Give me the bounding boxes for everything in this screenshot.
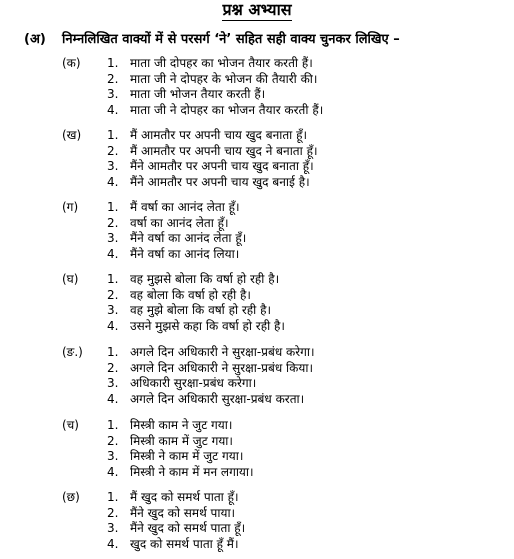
option-text: मिस्त्री ने काम में जुट गया। [130, 449, 244, 464]
option-number: 2. [107, 215, 119, 230]
question-label: (ग) [62, 200, 79, 214]
option-text: मैंने खुद को समर्थ पाता हूँ। [130, 521, 246, 536]
option-number: 3. [107, 159, 119, 174]
instruction-number: (अ) [24, 32, 46, 47]
option-text: अधिकारी सुरक्षा-प्रबंध करेगा। [130, 376, 257, 391]
option-text: अगले दिन अधिकारी ने सुरक्षा-प्रबंध करेगा। [130, 345, 315, 359]
option-number: 2. [107, 505, 119, 520]
option-number: 2. [107, 433, 119, 448]
option-text: मैंने खुद को समर्थ पाया। [130, 505, 236, 520]
option-text: माता जी ने दोपहर के भोजन की तैयारी की। [130, 71, 318, 86]
option-text: वर्षा का आनंद लेता हूँ। [130, 215, 229, 230]
option-item [107, 490, 245, 506]
option-text: मैं आमतौर पर अपनी चाय खुद बनाता हूँ। [130, 128, 308, 142]
option-text: वह बोला कि वर्षा हो रही है। [130, 287, 251, 302]
option-number: 3. [107, 449, 119, 464]
option-item [107, 418, 254, 434]
option-item [107, 175, 318, 191]
option-list [107, 272, 285, 334]
option-text: मिस्त्री काम ने जुट गया। [130, 418, 233, 432]
option-text: मैं खुद को समर्थ पाता हूँ। [130, 490, 239, 504]
option-item [107, 159, 318, 175]
option-text: माता जी दोपहर का भोजन तैयार करती हैं। [130, 56, 313, 70]
option-text: मैंने आमतौर पर अपनी चाय खुद बनाता हूँ। [130, 159, 314, 174]
option-text: मिस्त्री काम में जुट गया। [130, 433, 233, 448]
option-item [107, 272, 285, 288]
option-item [107, 376, 315, 392]
option-number: 3. [107, 231, 119, 246]
option-text: माता जी ने दोपहर का भोजन तैयार करती हैं। [130, 102, 324, 117]
option-number: 4. [107, 102, 119, 117]
option-item [107, 200, 246, 216]
option-list [107, 128, 318, 190]
option-item [107, 449, 254, 465]
option-number: 1. [107, 345, 119, 359]
option-item [107, 537, 245, 553]
option-item [107, 361, 315, 377]
page-title-text: प्रश्न अभ्यास [222, 0, 292, 19]
option-item [107, 231, 246, 247]
option-number: 4. [107, 391, 119, 406]
option-item [107, 144, 318, 160]
option-number: 2. [107, 143, 119, 158]
option-list [107, 56, 323, 118]
option-number: 3. [107, 303, 119, 318]
instruction-text: निम्नलिखित वाक्यों में से परसर्ग ‘ने’ सहित सही वाक्य चुनकर लिखिए – [62, 32, 400, 47]
question-label: (ङ.) [62, 345, 83, 359]
question-label: (क) [62, 56, 81, 70]
option-item [107, 303, 285, 319]
option-number: 1. [107, 418, 119, 432]
option-item [107, 87, 323, 103]
option-number: 3. [107, 521, 119, 536]
option-text: उसने मुझसे कहा कि वर्षा हो रही है। [130, 318, 285, 333]
option-number: 3. [107, 87, 119, 102]
option-item [107, 56, 323, 72]
option-number: 4. [107, 536, 119, 551]
page-title [0, 1, 514, 19]
option-number: 4. [107, 174, 119, 189]
question-label: (छ) [62, 490, 80, 504]
option-item [107, 319, 285, 335]
option-number: 4. [107, 318, 119, 333]
option-item [107, 392, 315, 408]
option-item [107, 434, 254, 450]
option-text: मिस्त्री ने काम में मन लगाया। [130, 464, 254, 479]
option-number: 1. [107, 128, 119, 142]
option-text: मैंने आमतौर पर अपनी चाय खुद बनाई है। [130, 174, 310, 189]
option-text: वह मुझे बोला कि वर्षा हो रही है। [130, 303, 272, 318]
option-item [107, 216, 246, 232]
option-item [107, 128, 318, 144]
option-number: 3. [107, 376, 119, 391]
option-item [107, 465, 254, 481]
option-number: 1. [107, 272, 119, 286]
option-number: 2. [107, 71, 119, 86]
option-number: 2. [107, 287, 119, 302]
option-list [107, 200, 246, 262]
option-number: 1. [107, 490, 119, 504]
option-item [107, 247, 246, 263]
option-item [107, 345, 315, 361]
option-number: 4. [107, 464, 119, 479]
option-item [107, 288, 285, 304]
question-label: (घ) [62, 272, 79, 286]
option-item [107, 506, 245, 522]
question-label: (च) [62, 418, 79, 432]
option-text: मैं वर्षा का आनंद लेता हूँ। [130, 200, 240, 214]
question-label: (ख) [62, 128, 82, 142]
option-list [107, 418, 254, 480]
option-number: 4. [107, 246, 119, 261]
option-text: मैंने वर्षा का आनंद लिया। [130, 246, 240, 261]
option-number: 2. [107, 360, 119, 375]
option-item [107, 521, 245, 537]
option-number: 1. [107, 56, 119, 70]
option-text: माता जी भोजन तैयार करती हैं। [130, 87, 266, 102]
option-text: मैं आमतौर पर अपनी चाय खुद ने बनाता हूँ। [130, 143, 318, 158]
option-number: 1. [107, 200, 119, 214]
option-text: खुद को समर्थ पाता हूँ मैं। [130, 536, 239, 551]
option-list [107, 345, 315, 407]
option-text: वह मुझसे बोला कि वर्षा हो रही है। [130, 272, 280, 286]
option-text: अगले दिन अधिकारी ने सुरक्षा-प्रबंध किया। [130, 360, 313, 375]
option-text: मैंने वर्षा का आनंद लेता हूँ। [130, 231, 247, 246]
option-text: अगले दिन अधिकारी सुरक्षा-प्रबंध करता। [130, 391, 305, 406]
option-list [107, 490, 245, 552]
option-item [107, 72, 323, 88]
option-item [107, 103, 323, 119]
